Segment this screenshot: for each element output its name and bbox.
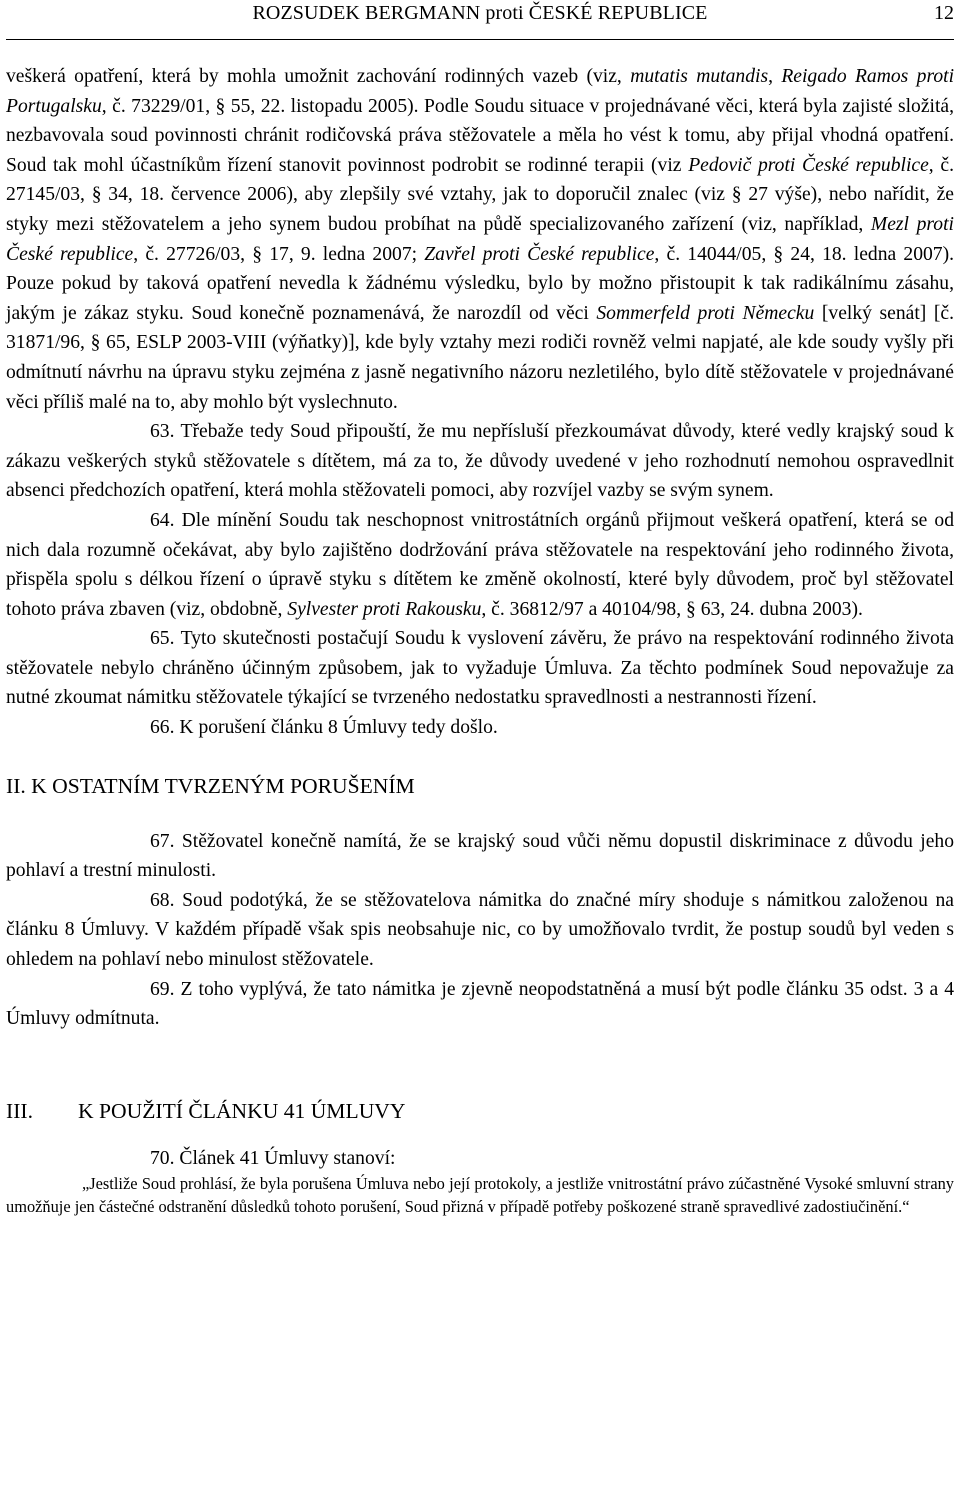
case-citation: Sylvester proti Rakousku	[287, 598, 482, 620]
paragraph-69	[6, 975, 954, 1034]
text-run: , č. 14044/05, § 24, 18. ledna 2007). Pouze pokud by taková opatření nevedla k žádnému výsledku, bylo by možno přistoupit k tak radikálnímu zásahu, jakým je zákaz styku. Soud konečně poznamenává, že narozdíl od věci	[6, 243, 955, 324]
paragraph-63	[6, 417, 954, 506]
text-run: , č. 27726/03, § 17, 9. ledna 2007;	[133, 243, 425, 265]
section-heading-ii: II. K OSTATNÍM TVRZENÝM PORUŠENÍM	[6, 773, 415, 798]
paragraph-text: Tyto skutečnosti postačují Soudu k vyslovení závěru, že právo na respektování rodinného života stěžovatele nebylo chráněno účinným způsobem, jak to vyžaduje Úmluva. Za těchto podmínek Soud nepovažuje za nutné zkoumat námitku stěžovatele týkající se tvrzeného nedostatku spravedlnosti a nestrannosti řízení.	[6, 628, 954, 709]
article-41-quotation: „Jestliže Soud prohlásí, že byla porušena Úmluva nebo její protokoly, a jestliže vnitrostátní právo zúčastněné Vysoké smluvní strany umožňuje jen částečné odstranění důsledků tohoto porušení, Soud přizná v případě potřeby poškozené straně spravedlivé zadostiučinění.“	[6, 1174, 954, 1217]
paragraph-number: 67.	[150, 830, 175, 852]
text-run: ,	[768, 66, 782, 87]
text-run: veškerá opatření, která by mohla umožnit zachování rodinných vazeb (viz,	[6, 66, 631, 87]
case-citation: Mezl proti České republice	[6, 213, 954, 265]
case-citation: Reigado Ramos proti Portugalsku	[6, 66, 955, 117]
header-title: ROZSUDEK BERGMANN proti ČESKÉ REPUBLICE	[252, 2, 708, 24]
paragraph-70	[6, 1144, 954, 1174]
text-run: , č. 73229/01, § 55, 22. listopadu 2005). Podle Soudu situace v projednávané věci, která byla zajisté složitá, nezbavovala soud povinnosti chránit rodičovská práva stěžovatele a měla ho vést k tomu, aby přijal vhodná opatření. Soud tak mohl účastníkům řízení stanovit povinnost podrobit se rodinné terapii (viz	[6, 95, 954, 176]
paragraph-number: 70.	[150, 1147, 175, 1169]
paragraph-text: Stěžovatel konečně namítá, že se krajský soud vůči němu dopustil diskriminace z důvodu jeho pohlaví a trestní minulosti.	[6, 830, 954, 882]
paragraph-65	[6, 624, 954, 713]
paragraph-text: , č. 36812/97 a 40104/98, § 63, 24. dubna 2003).	[481, 598, 863, 620]
section-heading-iii	[6, 1096, 954, 1126]
header-divider	[6, 39, 954, 40]
page-number: 12	[934, 2, 954, 24]
paragraph-64	[6, 506, 954, 624]
paragraph-67	[6, 827, 954, 886]
paragraph-number: 64.	[150, 509, 175, 531]
paragraph-text: Soud podotýká, že se stěžovatelova námitka do značné míry shoduje s námitkou založenou na článku 8 Úmluvy. V každém případě však spis neobsahuje nic, co by umožňovalo tvrdit, že postup soudů byl veden s ohledem na pohlaví nebo minulost stěžovatele.	[6, 889, 954, 971]
paragraph-number: 69.	[150, 978, 175, 1000]
case-citation: Zavřel proti České republice	[424, 243, 655, 265]
case-citation: Pedovič proti České republice	[688, 154, 929, 176]
paragraph-number: 68.	[150, 889, 175, 911]
text-run: [velký senát] [č. 31871/96, § 65, ESLP 2003-VIII (výňatky)], kde byly vztahy mezi rodiči rovněž velmi napjaté, ale kde soudy vyšly při odmítnutí návrhu na úpravu styku zejména z jasně negativního názoru nezletilého, bylo dítě stěžovatele v projednávané věci příliš malé na to, aby mohlo být vyslechnuto.	[6, 302, 954, 413]
judgment-body	[6, 62, 954, 1219]
paragraph-text: K porušení článku 8 Úmluvy tedy došlo.	[174, 717, 498, 739]
paragraph-number: 65.	[150, 628, 175, 650]
paragraph-66	[6, 713, 954, 743]
paragraph-number: 66.	[150, 717, 175, 739]
text-run: , č. 27145/03, § 34, 18. července 2006), aby zlepšily své vztahy, jak to doporučil znalec (viz § 27 výše), nebo nařídit, že styky mezi stěžovatelem a jeho synem budou probíhat na půdě specializovaného zařízení (viz, například,	[6, 154, 954, 235]
paragraph-62-continuation	[6, 62, 954, 417]
section-title: K POUŽITÍ ČLÁNKU 41 ÚMLUVY	[78, 1098, 406, 1123]
section-numeral: III.	[6, 1098, 33, 1123]
paragraph-text: Třebaže tedy Soud připouští, že mu nepřísluší přezkoumávat důvody, které vedly krajský soud k zákazu veškerých styků stěžovatele s dítětem, má za to, že důvody uvedené v jeho rozhodnutí nemohou ospravedlnit absenci předchozích opatření, která mohla stěžovateli pomoci, aby rozvíjel vazby se svým synem.	[6, 421, 954, 502]
paragraph-text: Článek 41 Úmluvy stanoví:	[174, 1147, 396, 1169]
paragraph-68	[6, 886, 954, 975]
running-header	[0, 0, 960, 34]
latin-phrase: mutatis mutandis	[630, 66, 769, 87]
paragraph-number: 63.	[150, 421, 175, 443]
paragraph-text: Dle mínění Soudu tak neschopnost vnitrostátních orgánů přijmout veškerá opatření, která se od nich dala rozumně očekávat, aby bylo zajištěno dodržování práva stěžovatele na respektování jeho rodinného života, přispěla spolu s délkou řízení o úpravě styku s dítětem ke změně okolností, které byly důvodem, proč byl stěžovatel tohoto práva zbaven (viz, obdobně,	[6, 509, 954, 620]
case-citation: Sommerfeld proti Německu	[596, 302, 815, 324]
paragraph-text: Z toho vyplývá, že tato námitka je zjevně neopodstatněná a musí být podle článku 35 odst. 3 a 4 Úmluvy odmítnuta.	[6, 978, 954, 1030]
